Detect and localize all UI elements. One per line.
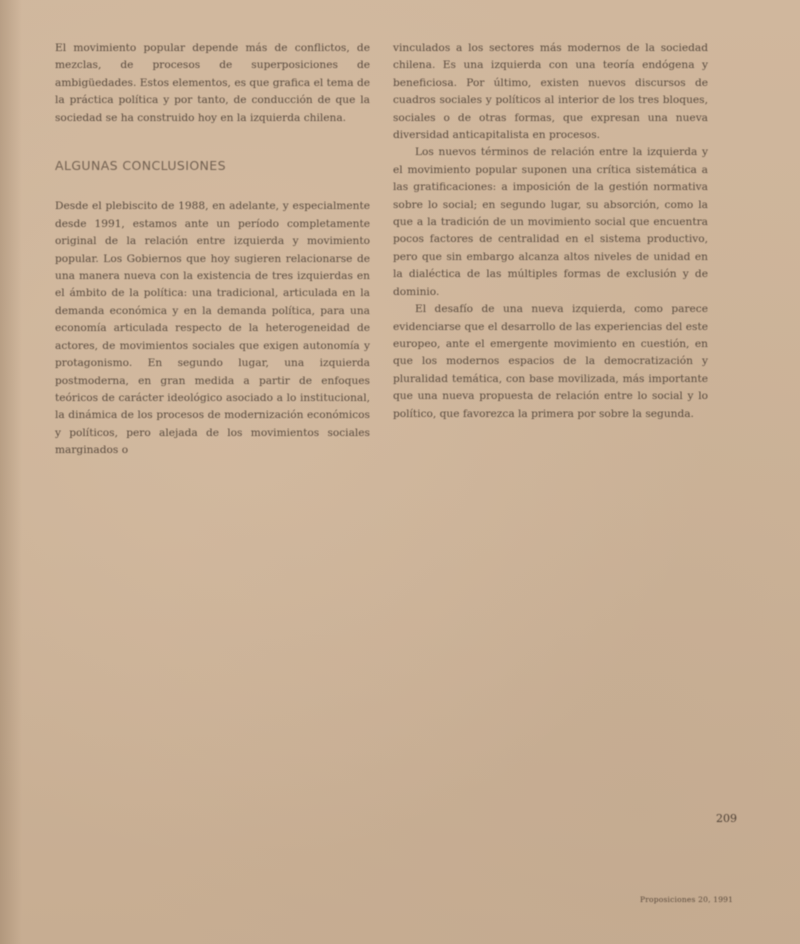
intro-paragraph: El movimiento popular depende más de conflictos, de mezclas, de procesos de superposiciones de ambigüedades. Estos elementos, es que grafica el tema de la práctica política y por tanto, de conducción de que la sociedad se ha construido hoy en la izquierda chilena. — [55, 42, 370, 124]
binding-shadow — [0, 0, 22, 944]
body-paragraph: Desde el plebiscito de 1988, en adelante, y especialmente desde 1991, estamos ante un período completamente original de la relación entre izquierda y movimiento popular. Los Gobiernos que hoy sugieren relacionarse de una manera nueva con la existencia de tres izquierdas en el ámbito de la política: una tradicional, articulada en la demanda económica y en la demanda política, para una economía articulada respecto de la heterogeneidad de actores, de movimientos sociales que exigen autonomía y protagonismo. En segundo lugar, una izquierda postmoderna, en gran medida a partir de enfoques teóricos de carácter ideológico asociado a lo institucional, la dinámica de los procesos de modernización económicos y políticos, pero alejada de los movimientos sociales marginados o — [55, 200, 370, 457]
page-number: 209 — [716, 812, 737, 825]
paragraph-3: El desafío de una nueva izquierda, como parece evidenciarse que el desarrollo de las experiencias del este europeo, ante el emergente movimiento en cuestión, en que los modernos espacios de la democratización y pluralidad temática, con base movilizada, más importante que una nueva propuesta de relación entre lo social y lo político, que favorezca la primera por sobre la segunda. — [393, 303, 708, 420]
left-column — [55, 40, 370, 460]
footer-citation: Proposiciones 20, 1991 — [640, 895, 734, 904]
paragraph-2: Los nuevos términos de relación entre la izquierda y el movimiento popular suponen una crítica sistemática a las gratificaciones: a imposición de la gestión normativa sobre lo social; en segundo lugar, su absorción, como la que a la tradición de un movimiento social que encuentra pocos factores de centralidad en el sistema productivo, pero que sin embargo alcanza altos niveles de unidad en la dialéctica de las múltiples formas de exclusión y de dominio. — [393, 146, 708, 298]
right-column — [393, 40, 708, 423]
paragraph-1: vinculados a los sectores más modernos de la sociedad chilena. Es una izquierda con una teoría endógena y beneficiosa. Por último, existen nuevos discursos de cuadros sociales y políticos al interior de los tres bloques, sociales o de otras formas, que expresan una nueva diversidad anticapitalista en procesos. — [393, 42, 708, 142]
section-heading: ALGUNAS CONCLUSIONES — [55, 158, 226, 174]
